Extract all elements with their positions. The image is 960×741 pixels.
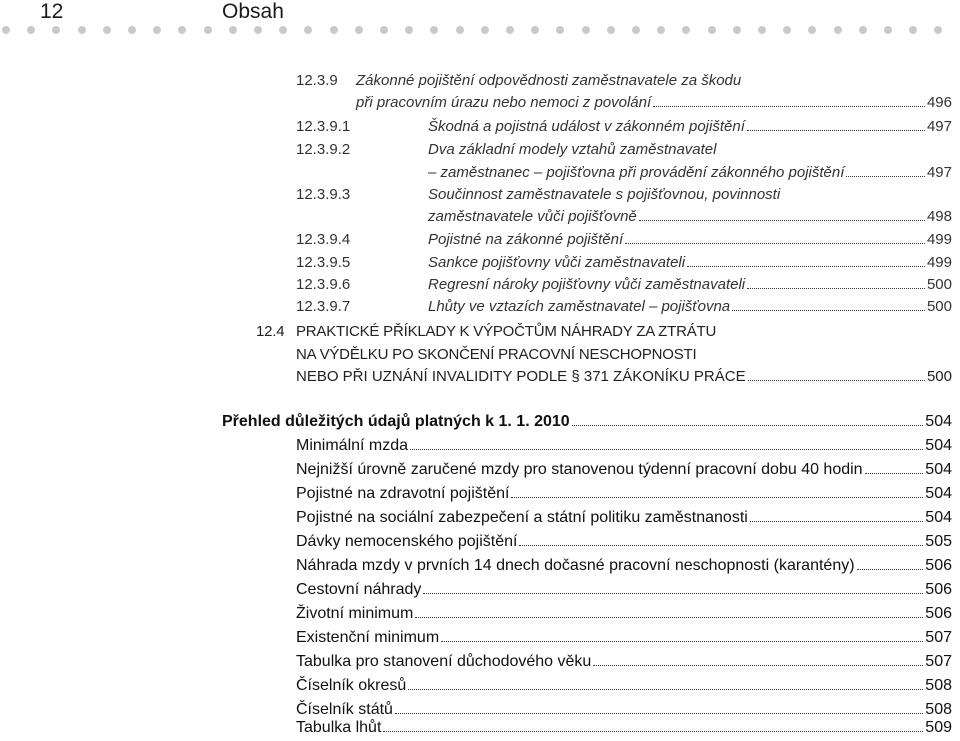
dot-leader: [395, 713, 923, 714]
toc-entry[interactable]: [428, 252, 952, 274]
toc-page-number: 504: [925, 413, 952, 430]
toc-page-number: 497: [926, 118, 952, 135]
toc-section-number: 12.4: [256, 323, 285, 340]
toc-subsection-number: 12.3.9.1: [296, 118, 351, 135]
toc-entry-label: Náhrada mzdy v prvních 14 dnech dočasné pracovní neschopnosti (karantény): [296, 557, 855, 574]
toc-entry[interactable]: [296, 554, 952, 578]
dot-leader: [572, 425, 924, 426]
toc-entry[interactable]: [296, 716, 952, 740]
toc-entry[interactable]: [296, 650, 952, 674]
toc-entry[interactable]: [428, 162, 952, 184]
toc-page-number: 509: [925, 719, 952, 736]
toc-entry-label: Tabulka lhůt: [296, 719, 382, 736]
toc-subsection-number: 12.3.9.4: [296, 231, 351, 248]
toc-page-number: 506: [925, 605, 952, 622]
toc-subsection-title-line: Zákonné pojištění odpovědnosti zaměstnavatele za škodu: [356, 72, 742, 89]
toc-entry[interactable]: [356, 92, 952, 114]
toc-subsection-number: 12.3.9: [296, 72, 338, 89]
toc-entry-label: při pracovním úrazu nebo nemoci z povolání: [356, 94, 652, 111]
toc-entry[interactable]: [296, 530, 952, 554]
toc-section-title-line: NA VÝDĚLKU PO SKONČENÍ PRACOVNÍ NESCHOPNOSTI: [296, 346, 697, 363]
toc-page-number: 508: [925, 701, 952, 718]
section-title: Obsah: [222, 0, 284, 23]
dot-leader: [687, 266, 925, 267]
toc-page-number: 506: [925, 557, 952, 574]
toc-entry-label: Cestovní náhrady: [296, 581, 422, 598]
dot-leader: [639, 220, 925, 221]
toc-entry-label: Lhůty ve vztazích zaměstnavatel – pojišťovna: [428, 298, 731, 315]
toc-page-number: 497: [926, 164, 952, 181]
toc-subsection-number: 12.3.9.3: [296, 186, 351, 203]
dot-leader: [383, 731, 923, 732]
toc-entry-label: Tabulka pro stanovení důchodového věku: [296, 653, 592, 670]
toc-section-title-line: PRAKTICKÉ PŘÍKLADY K VÝPOČTŮM NÁHRADY ZA ZTRÁTU: [296, 323, 717, 340]
toc-entry-label: Číselník států: [296, 701, 393, 718]
toc-page-number: 504: [925, 509, 952, 526]
toc-subsection-title-line: Součinnost zaměstnavatele s pojišťovnou, povinnosti: [428, 186, 781, 203]
dot-leader: [653, 106, 925, 107]
dot-leader: [423, 593, 923, 594]
toc-subsection-title-line: Dva základní modely vztahů zaměstnavatel: [428, 141, 717, 158]
toc-entry-label: Regresní nároky pojišťovny vůči zaměstnavateli: [428, 276, 746, 293]
toc-page-number: 499: [926, 231, 952, 248]
dot-leader: [410, 449, 923, 450]
toc-entry-label: Existenční minimum: [296, 629, 440, 646]
toc-entry[interactable]: [428, 116, 952, 138]
toc-entry-label: Nejnižší úrovně zaručené mzdy pro stanovenou týdenní pracovní dobu 40 hodin: [296, 461, 863, 478]
toc-entry-label: Škodná a pojistná událost v zákonném pojištění: [428, 118, 745, 135]
toc-entry-label: Číselník okresů: [296, 677, 407, 694]
toc-page-number: 504: [925, 461, 952, 478]
toc-entry-label: Pojistné na zdravotní pojištění: [296, 485, 510, 502]
dot-leader: [441, 641, 923, 642]
toc-page-number: 504: [925, 437, 952, 454]
toc-subsection-number: 12.3.9.6: [296, 276, 351, 293]
toc-subsection-number: 12.3.9.5: [296, 254, 351, 271]
dot-leader: [857, 569, 924, 570]
toc-subsection-number: 12.3.9.2: [296, 141, 351, 158]
toc-entry-label: Minimální mzda: [296, 437, 409, 454]
dot-leader: [865, 473, 924, 474]
toc-page-number: 499: [926, 254, 952, 271]
dot-leader: [593, 665, 923, 666]
toc-page-number: 508: [925, 677, 952, 694]
toc-page-number: 506: [925, 581, 952, 598]
toc-page-number: 500: [926, 298, 952, 315]
toc-entry[interactable]: [296, 434, 952, 458]
toc-page-number: 500: [926, 276, 952, 293]
overview-title: Přehled důležitých údajů platných k 1. 1. 2010: [222, 413, 570, 430]
toc-entry[interactable]: [296, 366, 952, 388]
dot-leader: [747, 130, 925, 131]
toc-entry-label: Životní minimum: [296, 605, 414, 622]
dot-leader: [846, 176, 925, 177]
toc-page-number: 496: [926, 94, 952, 111]
dot-leader: [415, 617, 923, 618]
dot-leader: [511, 497, 923, 498]
dot-leader: [408, 689, 923, 690]
dot-leader: [519, 545, 923, 546]
page-number: 12: [40, 0, 64, 23]
toc-subsection-number: 12.3.9.7: [296, 298, 351, 315]
dot-leader: [747, 288, 925, 289]
dot-leader: [748, 380, 925, 381]
overview-heading[interactable]: [222, 410, 952, 434]
toc-entry[interactable]: [428, 206, 952, 228]
toc-entry-label: Pojistné na zákonné pojištění: [428, 231, 624, 248]
toc-page-number: 500: [926, 368, 952, 385]
toc-entry-label: Dávky nemocenského pojištění: [296, 533, 518, 550]
toc-entry[interactable]: [296, 458, 952, 482]
toc-entry-label: NEBO PŘI UZNÁNÍ INVALIDITY PODLE § 371 ZÁKONÍKU PRÁCE: [296, 368, 746, 385]
toc-page-number: 504: [925, 485, 952, 502]
toc-page-number: 507: [925, 629, 952, 646]
toc-entry[interactable]: [428, 296, 952, 318]
toc-entry[interactable]: [296, 578, 952, 602]
toc-page-number: 505: [925, 533, 952, 550]
toc-entry[interactable]: [428, 274, 952, 296]
dot-leader: [732, 310, 925, 311]
dot-leader: [750, 521, 923, 522]
toc-entry-label: Pojistné na sociální zabezpečení a státní politiku zaměstnanosti: [296, 509, 748, 526]
toc-entry-label: Sankce pojišťovny vůči zaměstnavateli: [428, 254, 686, 271]
toc-entry[interactable]: [296, 602, 952, 626]
toc-page-number: 498: [926, 208, 952, 225]
toc-entry-label: zaměstnavatele vůči pojišťovně: [428, 208, 637, 225]
dot-leader: [625, 243, 925, 244]
toc-entry[interactable]: [296, 674, 952, 698]
toc-entry[interactable]: [428, 229, 952, 251]
toc-entry[interactable]: [296, 506, 952, 530]
toc-entry[interactable]: [296, 482, 952, 506]
toc-page-number: 507: [925, 653, 952, 670]
toc-entry[interactable]: [296, 626, 952, 650]
toc-entry-label: – zaměstnanec – pojišťovna při provádění zákonného pojištění: [428, 164, 845, 181]
